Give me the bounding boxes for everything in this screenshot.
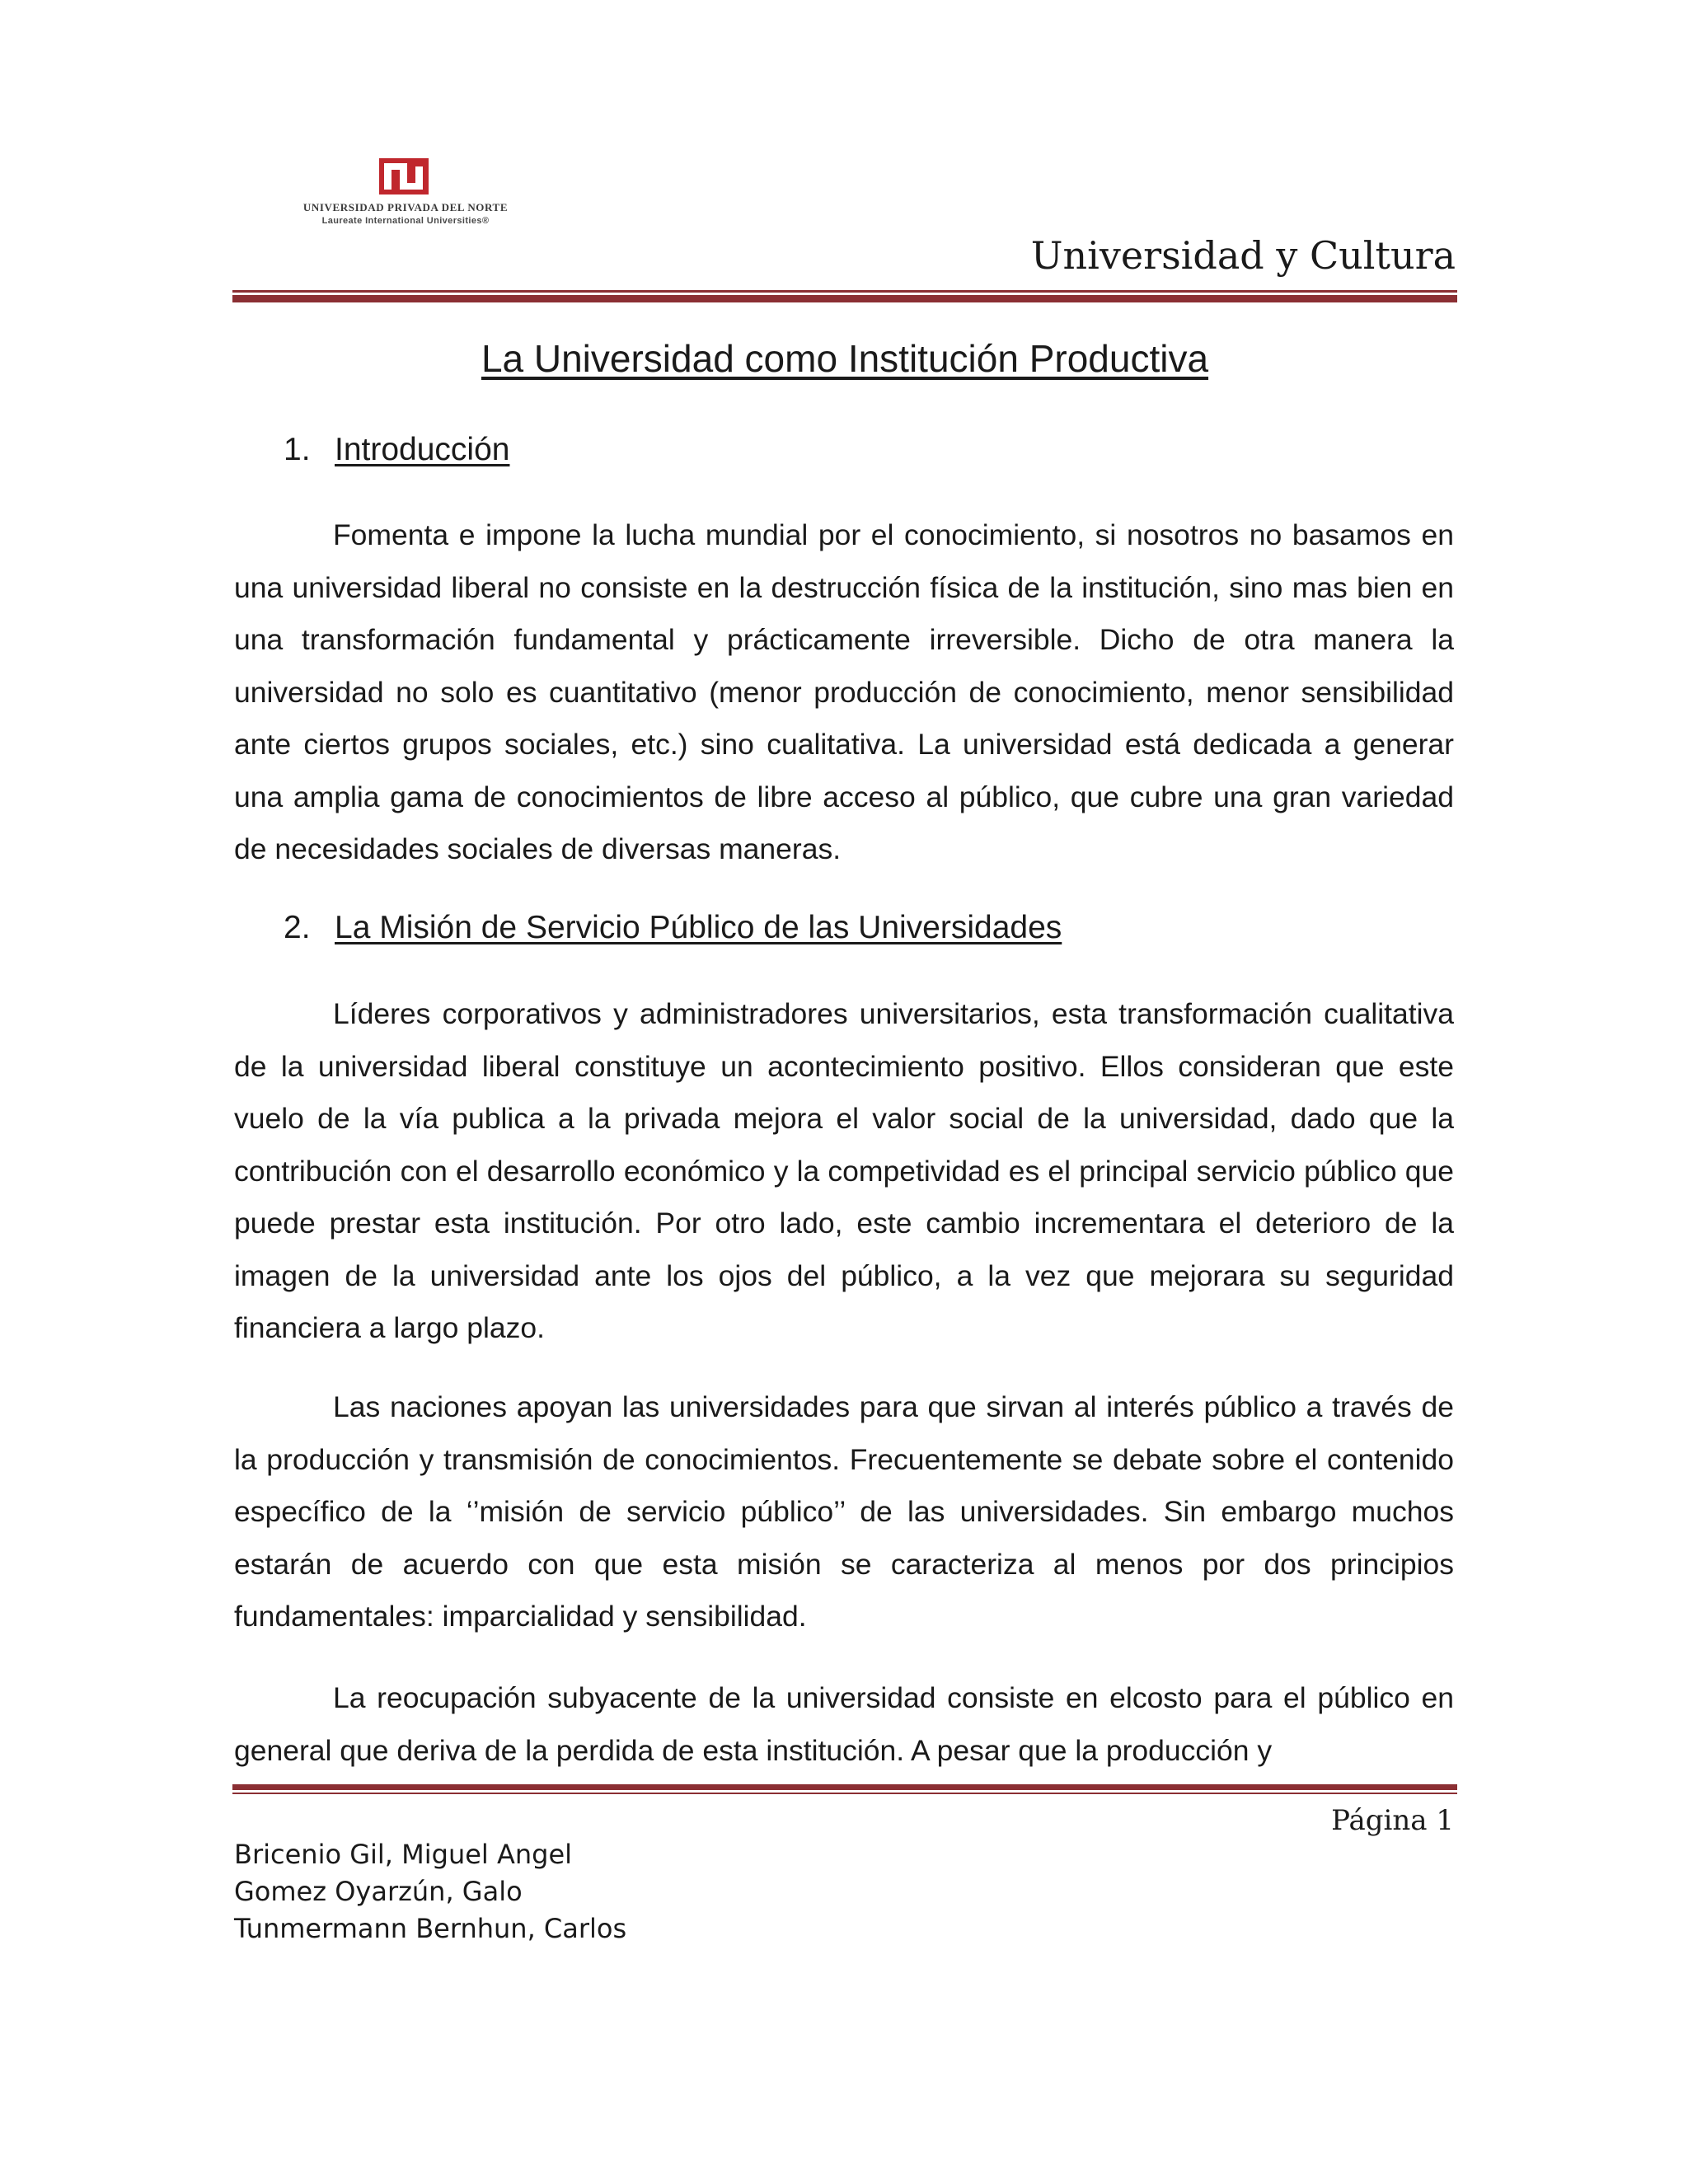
section-heading-introduccion	[284, 432, 509, 468]
footer-divider	[232, 1784, 1457, 1794]
section-heading-mision-servicio-publico	[284, 910, 1062, 946]
page-number: Página 1	[1331, 1804, 1454, 1837]
university-logo-mark-icon	[379, 158, 429, 194]
section-heading-label: Introducción	[335, 432, 510, 467]
section-number: 1.	[284, 432, 311, 467]
author-name: Gomez Oyarzún, Galo	[234, 1876, 523, 1907]
author-name: Tunmermann Bernhun, Carlos	[234, 1913, 627, 1944]
paragraph: Fomenta e impone la lucha mundial por el conocimiento, si nosotros no basamos en una universidad liberal no consiste en la destrucción física de la institución, sino mas bien en una transformación fundamental y prácticamente irreversible. Dicho de otra manera la universidad no solo es cuantitativo (menor producción de conocimiento, menor sensibilidad ante ciertos grupos sociales, etc.) sino cualitativa. La universidad está dedicada a generar una amplia gama de conocimientos de libre acceso al público, que cubre una gran variedad de necesidades sociales de diversas maneras.	[234, 518, 1454, 865]
header-divider	[232, 290, 1457, 302]
document-title: La Universidad como Institución Productiva	[481, 337, 1209, 380]
paragraph: Las naciones apoyan las universidades para que sirvan al interés público a través de la producción y transmisión de conocimientos. Frecuentemente se debate sobre el contenido específico de la ‘’misión de servicio público’’ de las universidades. Sin embargo muchos estarán de acuerdo con que esta misión se caracteriza al menos por dos principios fundamentales: imparcialidad y sensibilidad.	[234, 1390, 1454, 1633]
author-list	[234, 1836, 626, 1947]
section-number: 2.	[284, 910, 311, 945]
paragraph: Líderes corporativos y administradores universitarios, esta transformación cualitativa de la universidad liberal constituye un acontecimiento positivo. Ellos consideran que este vuelo de la vía publica a la privada mejora el valor social de la universidad, dado que la contribución con el desarrollo económico y la competividad es el principal servicio público que puede prestar esta institución. Por otro lado, este cambio incrementara el deterioro de la imagen de la universidad ante los ojos del público, a la vez que mejorara su seguridad financiera a largo plazo.	[234, 997, 1454, 1344]
author-name: Bricenio Gil, Miguel Angel	[234, 1839, 573, 1870]
logo-subtitle: Laureate International Universities®	[321, 216, 490, 226]
logo-name: UNIVERSIDAD PRIVADA DEL NORTE	[302, 201, 509, 213]
section-heading-label: La Misión de Servicio Público de las Universidades	[335, 910, 1062, 945]
university-logo	[257, 158, 554, 241]
header-title: Universidad y Cultura	[1030, 233, 1456, 278]
paragraph: La reocupación subyacente de la universidad consiste en elcosto para el público en general que deriva de la perdida de esta institución. A pesar que la producción y	[234, 1681, 1454, 1767]
